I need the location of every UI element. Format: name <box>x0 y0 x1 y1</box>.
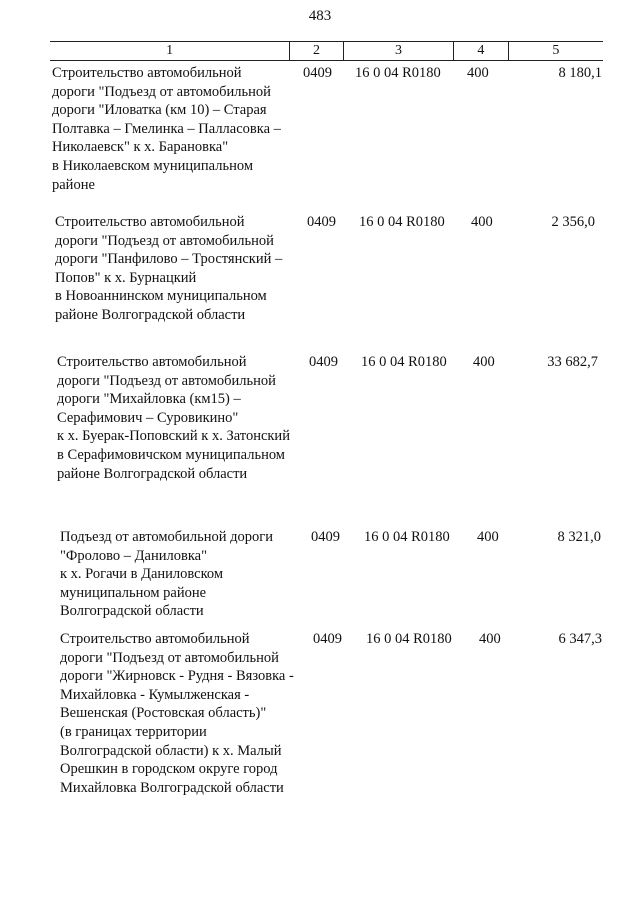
row-section-code: 0409 <box>307 214 336 230</box>
row-amount: 33 682,7 <box>547 354 598 370</box>
row-name: Подъезд от автомобильной дороги "Фролово – Даниловка" к х. Рогачи в Даниловском муниципальном районе Волгоградской области <box>60 529 273 620</box>
row-expense-type: 400 <box>477 529 499 545</box>
row-section-code: 0409 <box>303 65 332 81</box>
row-target-article: 16 0 04 R0180 <box>355 65 441 81</box>
row-target-article: 16 0 04 R0180 <box>359 214 445 230</box>
row-section-code: 0409 <box>311 529 340 545</box>
row-expense-type: 400 <box>479 631 501 647</box>
row-expense-type: 400 <box>473 354 495 370</box>
row-amount: 6 347,3 <box>558 631 602 647</box>
row-expense-type: 400 <box>467 65 489 81</box>
row-name: Строительство автомобильной дороги "Подъезд от автомобильной дороги "Панфилово – Тростянский – Попов" к х. Бурнацкий в Новоаннинском муниципальном районе Волгоградской области <box>55 214 283 323</box>
row-expense-type: 400 <box>471 214 493 230</box>
header-col-3: 3 <box>344 42 454 60</box>
row-target-article: 16 0 04 R0180 <box>361 354 447 370</box>
row-amount: 8 321,0 <box>557 529 601 545</box>
row-section-code: 0409 <box>313 631 342 647</box>
page-number: 483 <box>308 8 332 24</box>
row-name: Строительство автомобильной дороги "Подъезд от автомобильной дороги "Михайловка (км15) – Серафимович – Суровикино" к х. Буерак-Поповский к х. Затонский в Серафимовичском муниципальном районе Волгоградской области <box>57 354 290 482</box>
row-target-article: 16 0 04 R0180 <box>366 631 452 647</box>
row-name: Строительство автомобильной дороги "Подъезд от автомобильной дороги "Жирновск - Рудня - Вязовка - Михайловка - Кумылженская - Вешенская (Ростовская область)" (в границах территории Волгоградской области) к х. Малый Орешкин в городском округе город Михайловка Волгоградской области <box>60 631 294 796</box>
row-section-code: 0409 <box>309 354 338 370</box>
row-amount: 2 356,0 <box>551 214 595 230</box>
row-name: Строительство автомобильной дороги "Подъезд от автомобильной дороги "Иловатка (км 10) – Старая Полтавка – Гмелинка – Палласовка – Николаевск" к х. Барановка" в Николаевском муниципальном районе <box>52 65 281 193</box>
header-col-1: 1 <box>50 42 290 60</box>
header-col-2: 2 <box>290 42 344 60</box>
row-target-article: 16 0 04 R0180 <box>364 529 450 545</box>
row-amount: 8 180,1 <box>558 65 602 81</box>
table-header <box>50 41 603 61</box>
header-col-4: 4 <box>454 42 509 60</box>
header-col-5: 5 <box>552 43 560 58</box>
